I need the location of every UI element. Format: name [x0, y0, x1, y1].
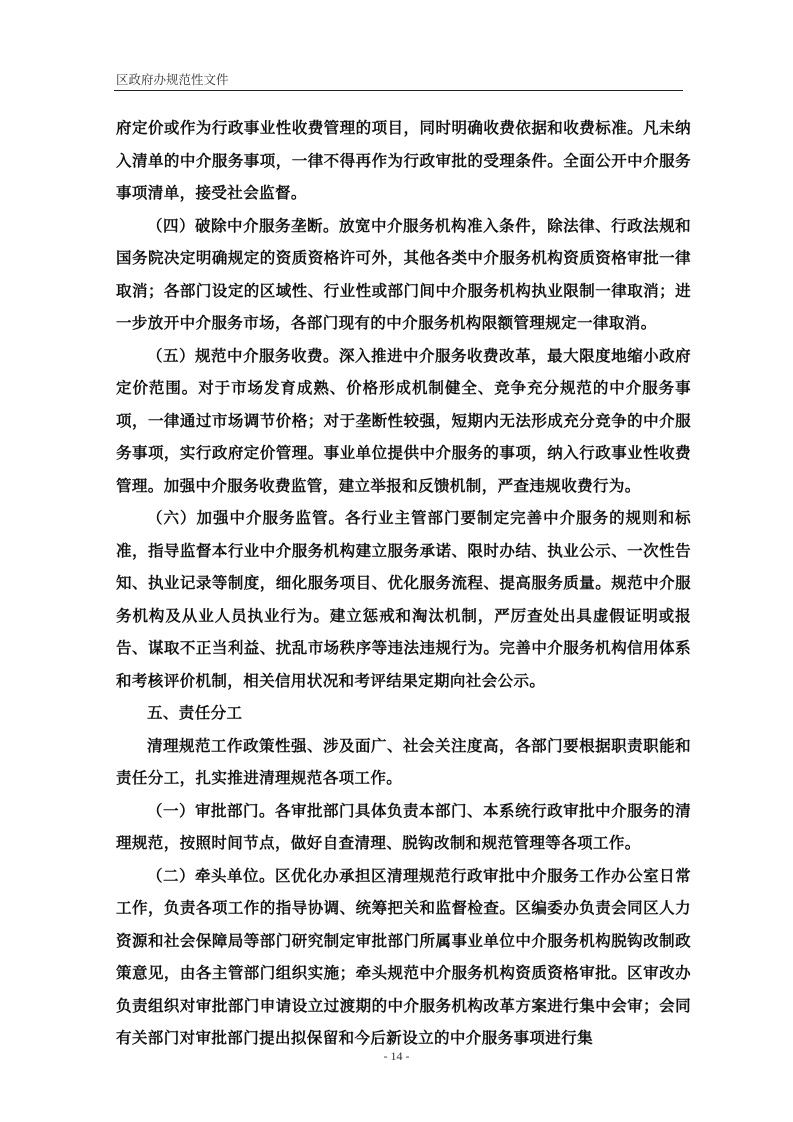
paragraph: （一）审批部门。各审批部门具体负责本部门、本系统行政审批中介服务的清理规范，按照时间节点，做好自查清理、脱钩改制和规范管理等各项工作。 [116, 800, 691, 852]
document-body [116, 112, 691, 1055]
paragraph: 府定价或作为行政事业性收费管理的项目，同时明确收费依据和收费标准。凡未纳入清单的中介服务事项，一律不得再作为行政审批的受理条件。全面公开中介服务事项清单，接受社会监督。 [116, 118, 691, 202]
header-title: 区政府办规范性文件 [116, 72, 229, 87]
page-number: - 14 - [383, 1049, 410, 1063]
paragraph: （四）破除中介服务垄断。放宽中介服务机构准入条件，除法律、行政法规和国务院决定明确规定的资质资格许可外，其他各类中介服务机构资质资格审批一律取消；各部门设定的区域性、行业性或部门间中介服务机构执业限制一律取消；进一步放开中介服务市场，各部门现有的中介服务机构限额管理规定一律取消。 [116, 215, 691, 332]
paragraph: （五）规范中介服务收费。深入推进中介服务收费改革，最大限度地缩小政府定价范围。对于市场发育成熟、价格形成机制健全、竞争充分规范的中介服务事项，一律通过市场调节价格；对于垄断性较强，短期内无法形成充分竞争的中介服务事项，实行政府定价管理。事业单位提供中介服务的事项，纳入行政事业性收费管理。加强中介服务收费监管，建立举报和反馈机制，严查违规收费行为。 [116, 345, 691, 495]
paragraph: 清理规范工作政策性强、涉及面广、社会关注度高，各部门要根据职责职能和责任分工，扎实推进清理规范各项工作。 [116, 735, 691, 787]
paragraph: （六）加强中介服务监管。各行业主管部门要制定完善中介服务的规则和标准，指导监督本行业中介服务机构建立服务承诺、限时办结、执业公示、一次性告知、执业记录等制度，细化服务项目、优化服务流程、提高服务质量。规范中介服务机构及从业人员执业行为。建立惩戒和淘汰机制，严厉查处出具虚假证明或报告、谋取不正当利益、扰乱市场秩序等违法违规行为。完善中介服务机构信用体系和考核评价机制，相关信用状况和考评结果定期向社会公示。 [116, 508, 691, 690]
paragraph: （二）牵头单位。区优化办承担区清理规范行政审批中介服务工作办公室日常工作，负责各项工作的指导协调、统筹把关和监督检查。区编委办负责会同区人力资源和社会保障局等部门研究制定审批部门所属事业单位中介服务机构脱钩改制政策意见，由各主管部门组织实施；牵头规范中介服务机构资质资格审批。区审改办负责组织对审批部门申请设立过渡期的中介服务机构改革方案进行集中会审；会同有关部门对审批部门提出拟保留和今后新设立的中介服务事项进行集 [116, 865, 691, 1047]
page-header [114, 66, 683, 91]
section-heading: 五、责任分工 [147, 703, 243, 722]
